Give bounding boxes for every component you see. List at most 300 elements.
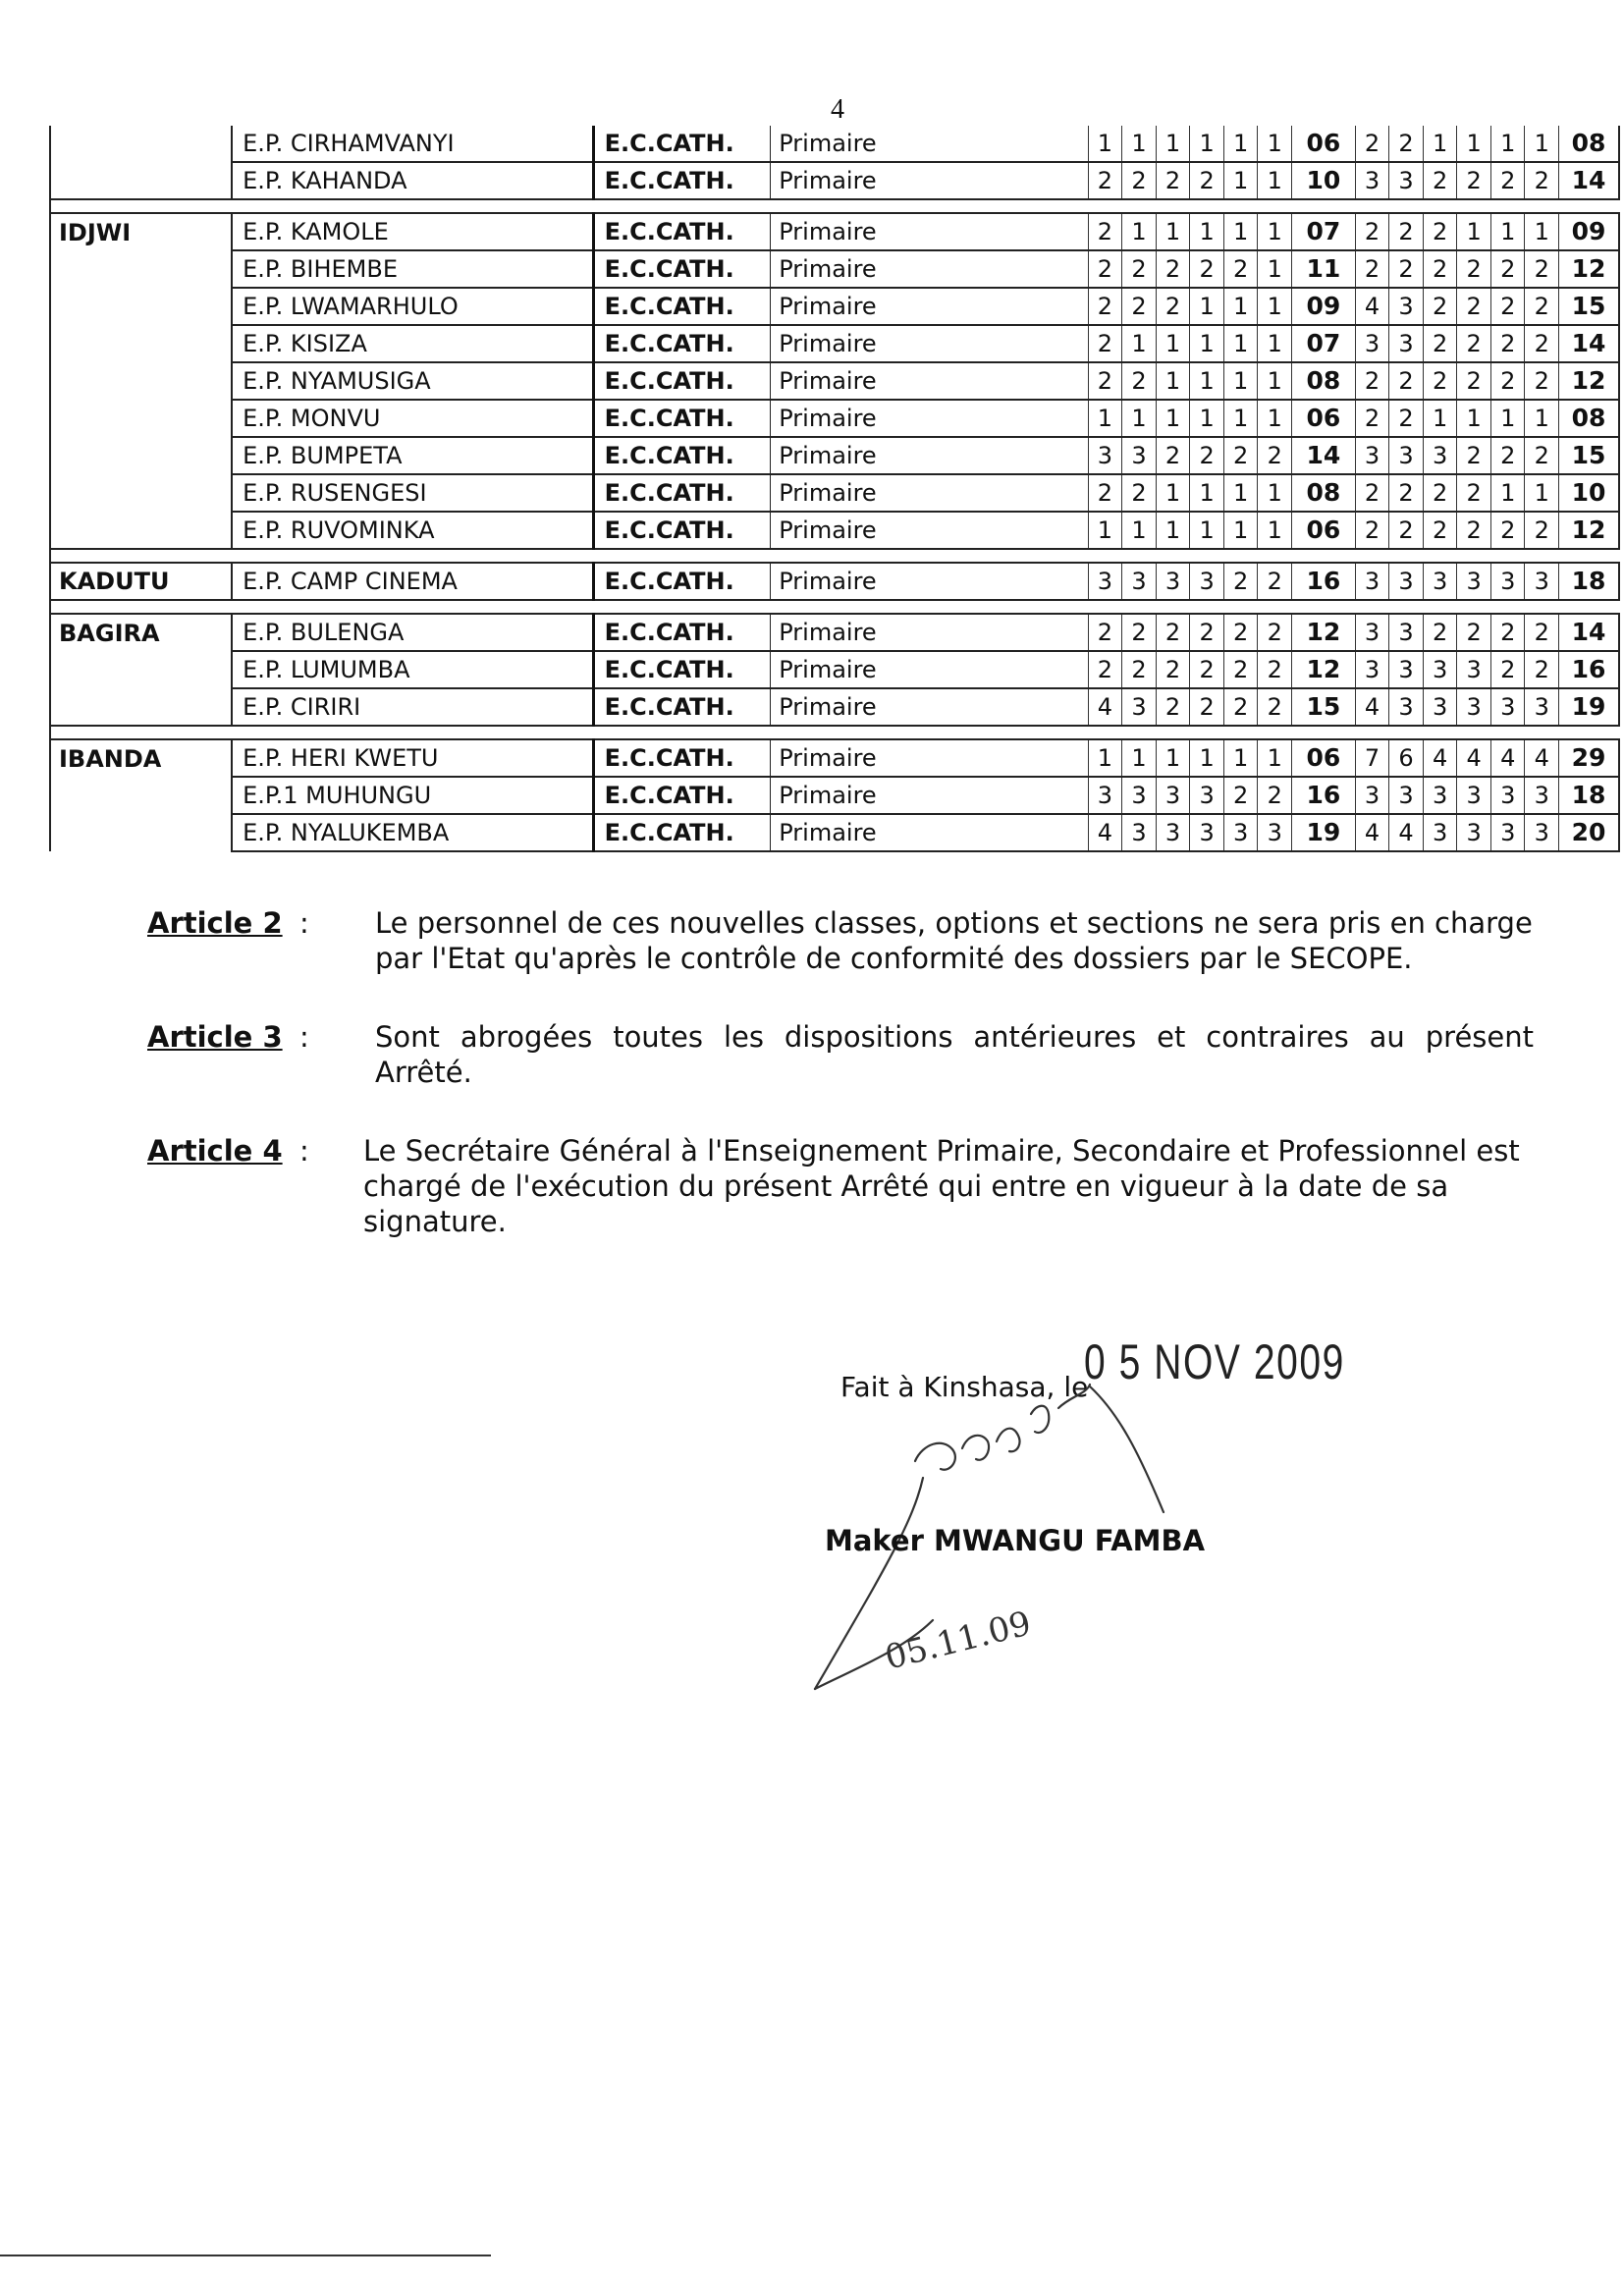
school-name: E.P. BIHEMBE [232,250,593,288]
count-cell: 2 [1258,437,1292,474]
count-cell: 3 [1088,777,1122,814]
count-cell: 1 [1122,512,1157,549]
count-cell: 2 [1122,614,1157,651]
gap-cell [954,614,1088,651]
spacer-cell [50,199,232,213]
spacer-cell [1457,549,1491,563]
count-cell: 2 [1190,688,1224,726]
stamp-date: 0 5 NOV 2009 [1084,1334,1345,1389]
count-cell: 1 [1258,739,1292,777]
count-cell: 1 [1223,126,1258,162]
count-cell: 2 [1490,325,1525,362]
article-4-colon: : [299,1134,309,1168]
count-cell: 1 [1457,400,1491,437]
count-cell: 4 [1457,739,1491,777]
spacer-cell [593,549,771,563]
count-cell: 2 [1088,288,1122,325]
school-name: E.P. CIRHAMVANYI [232,126,593,162]
table-row [50,362,1619,400]
count-cell: 1 [1156,400,1190,437]
table-row [50,563,1619,600]
total-cell: 15 [1559,288,1619,325]
spacer-cell [1525,199,1559,213]
network-cell: E.C.CATH. [593,688,771,726]
spacer-cell [1559,726,1619,739]
spacer-cell [1223,726,1258,739]
spacer-cell [1122,549,1157,563]
spacer-cell [1258,726,1292,739]
region-cell [50,126,232,162]
spacer-cell [771,199,954,213]
count-cell: 1 [1190,512,1224,549]
gap-cell [954,400,1088,437]
count-cell: 1 [1423,126,1457,162]
count-cell: 1 [1190,474,1224,512]
subtotal-cell: 14 [1292,437,1356,474]
count-cell: 1 [1223,162,1258,199]
count-cell: 2 [1525,162,1559,199]
count-cell: 4 [1389,814,1424,851]
level-cell: Primaire [771,325,954,362]
table-row [50,614,1619,651]
count-cell: 2 [1088,474,1122,512]
count-cell: 2 [1457,362,1491,400]
count-cell: 1 [1457,213,1491,250]
count-cell: 1 [1122,400,1157,437]
count-cell: 2 [1423,325,1457,362]
count-cell: 2 [1423,250,1457,288]
count-cell: 2 [1088,614,1122,651]
spacer-cell [954,600,1088,614]
count-cell: 1 [1156,739,1190,777]
count-cell: 2 [1088,362,1122,400]
count-cell: 1 [1223,512,1258,549]
network-cell: E.C.CATH. [593,126,771,162]
count-cell: 3 [1423,777,1457,814]
subtotal-cell: 06 [1292,512,1356,549]
count-cell: 2 [1190,162,1224,199]
gap-cell [954,512,1088,549]
count-cell: 1 [1156,126,1190,162]
spacer-cell [1423,199,1457,213]
article-4-label: Article 4 [147,1134,283,1168]
spacer-cell [954,726,1088,739]
group-spacer [50,549,1619,563]
level-cell: Primaire [771,563,954,600]
total-cell: 12 [1559,512,1619,549]
count-cell: 1 [1190,126,1224,162]
spacer-cell [1389,600,1424,614]
region-cell [50,512,232,549]
count-cell: 1 [1258,162,1292,199]
spacer-cell [50,726,232,739]
spacer-cell [1490,549,1525,563]
count-cell: 2 [1525,362,1559,400]
count-cell: 2 [1223,250,1258,288]
count-cell: 3 [1525,563,1559,600]
spacer-cell [1423,549,1457,563]
count-cell: 3 [1355,563,1389,600]
count-cell: 3 [1355,777,1389,814]
region-cell [50,288,232,325]
spacer-cell [1457,726,1491,739]
count-cell: 4 [1490,739,1525,777]
count-cell: 3 [1389,777,1424,814]
count-cell: 2 [1156,688,1190,726]
count-cell: 3 [1122,777,1157,814]
gap-cell [954,162,1088,199]
count-cell: 1 [1258,325,1292,362]
article-2-label: Article 2 [147,906,283,940]
network-cell: E.C.CATH. [593,250,771,288]
count-cell: 1 [1122,325,1157,362]
spacer-cell [1457,600,1491,614]
signatory-name: Maker MWANGU FAMBA [825,1524,1206,1557]
school-name: E.P. LUMUMBA [232,651,593,688]
count-cell: 2 [1490,437,1525,474]
count-cell: 1 [1258,250,1292,288]
table-row [50,688,1619,726]
total-cell: 19 [1559,688,1619,726]
region-cell: KADUTU [50,563,232,600]
spacer-cell [593,199,771,213]
level-cell: Primaire [771,651,954,688]
table-row [50,777,1619,814]
total-cell: 10 [1559,474,1619,512]
count-cell: 1 [1223,400,1258,437]
subtotal-cell: 09 [1292,288,1356,325]
table-row [50,474,1619,512]
gap-cell [954,474,1088,512]
total-cell: 18 [1559,563,1619,600]
count-cell: 3 [1122,563,1157,600]
count-cell: 1 [1190,739,1224,777]
count-cell: 2 [1156,288,1190,325]
spacer-cell [1088,726,1122,739]
count-cell: 2 [1389,362,1424,400]
count-cell: 2 [1525,512,1559,549]
count-cell: 3 [1122,814,1157,851]
count-cell: 2 [1190,614,1224,651]
gap-cell [954,563,1088,600]
table-row [50,288,1619,325]
count-cell: 2 [1355,250,1389,288]
network-cell: E.C.CATH. [593,739,771,777]
spacer-cell [1525,549,1559,563]
level-cell: Primaire [771,288,954,325]
region-cell [50,688,232,726]
count-cell: 1 [1490,474,1525,512]
spacer-cell [1292,549,1356,563]
count-cell: 1 [1457,126,1491,162]
count-cell: 2 [1156,162,1190,199]
count-cell: 3 [1423,651,1457,688]
total-cell: 08 [1559,400,1619,437]
article-3-colon: : [299,1020,309,1054]
count-cell: 3 [1355,325,1389,362]
count-cell: 2 [1423,614,1457,651]
spacer-cell [1423,600,1457,614]
count-cell: 3 [1190,777,1224,814]
school-name: E.P. KAHANDA [232,162,593,199]
level-cell: Primaire [771,474,954,512]
spacer-cell [1088,199,1122,213]
count-cell: 3 [1457,563,1491,600]
subtotal-cell: 06 [1292,400,1356,437]
gap-cell [954,362,1088,400]
count-cell: 3 [1156,563,1190,600]
school-name: E.P. KAMOLE [232,213,593,250]
count-cell: 2 [1423,474,1457,512]
count-cell: 3 [1355,651,1389,688]
count-cell: 1 [1223,288,1258,325]
subtotal-cell: 11 [1292,250,1356,288]
count-cell: 2 [1190,437,1224,474]
count-cell: 1 [1156,512,1190,549]
count-cell: 2 [1389,126,1424,162]
school-name: E.P. KISIZA [232,325,593,362]
count-cell: 2 [1389,213,1424,250]
count-cell: 2 [1258,614,1292,651]
count-cell: 1 [1190,400,1224,437]
count-cell: 3 [1389,437,1424,474]
spacer-cell [1223,199,1258,213]
article-2-colon: : [299,906,309,940]
count-cell: 3 [1490,563,1525,600]
article-4-text: Le Secrétaire Général à l'Enseignement Primaire, Secondaire et Professionnel est chargé de l'exécution du présent Arrêté qui entre en vigueur à la date de sa signature. [363,1134,1520,1238]
count-cell: 2 [1223,777,1258,814]
spacer-cell [1423,726,1457,739]
count-cell: 3 [1355,614,1389,651]
count-cell: 2 [1088,325,1122,362]
count-cell: 2 [1156,651,1190,688]
count-cell: 3 [1223,814,1258,851]
subtotal-cell: 06 [1292,739,1356,777]
spacer-cell [1559,600,1619,614]
count-cell: 3 [1122,688,1157,726]
network-cell: E.C.CATH. [593,288,771,325]
spacer-cell [1292,600,1356,614]
count-cell: 1 [1156,474,1190,512]
spacer-cell [1389,549,1424,563]
level-cell: Primaire [771,162,954,199]
total-cell: 18 [1559,777,1619,814]
count-cell: 1 [1223,362,1258,400]
level-cell: Primaire [771,362,954,400]
count-cell: 1 [1122,126,1157,162]
count-cell: 2 [1490,651,1525,688]
level-cell: Primaire [771,777,954,814]
count-cell: 3 [1389,288,1424,325]
total-cell: 29 [1559,739,1619,777]
count-cell: 3 [1490,777,1525,814]
region-cell: IBANDA [50,739,232,777]
table-row [50,512,1619,549]
spacer-cell [1559,549,1619,563]
count-cell: 2 [1457,437,1491,474]
count-cell: 1 [1190,288,1224,325]
spacer-cell [1490,726,1525,739]
table-row [50,437,1619,474]
count-cell: 2 [1156,614,1190,651]
group-spacer [50,726,1619,739]
network-cell: E.C.CATH. [593,213,771,250]
count-cell: 6 [1389,739,1424,777]
spacer-cell [232,726,593,739]
spacer-cell [1122,726,1157,739]
level-cell: Primaire [771,213,954,250]
level-cell: Primaire [771,126,954,162]
count-cell: 3 [1457,688,1491,726]
network-cell: E.C.CATH. [593,474,771,512]
total-cell: 20 [1559,814,1619,851]
spacer-cell [954,549,1088,563]
count-cell: 2 [1223,437,1258,474]
spacer-cell [593,600,771,614]
count-cell: 2 [1525,437,1559,474]
region-cell [50,777,232,814]
total-cell: 14 [1559,614,1619,651]
total-cell: 09 [1559,213,1619,250]
subtotal-cell: 19 [1292,814,1356,851]
count-cell: 3 [1355,162,1389,199]
count-cell: 2 [1490,614,1525,651]
school-name: E.P. MONVU [232,400,593,437]
count-cell: 3 [1389,325,1424,362]
count-cell: 2 [1223,651,1258,688]
count-cell: 3 [1423,563,1457,600]
count-cell: 4 [1355,814,1389,851]
region-cell [50,437,232,474]
school-name: E.P. RUSENGESI [232,474,593,512]
network-cell: E.C.CATH. [593,400,771,437]
spacer-cell [771,600,954,614]
footer-rule [0,2255,491,2256]
count-cell: 3 [1258,814,1292,851]
count-cell: 2 [1389,250,1424,288]
subtotal-cell: 07 [1292,325,1356,362]
count-cell: 2 [1088,250,1122,288]
count-cell: 2 [1223,688,1258,726]
subtotal-cell: 12 [1292,614,1356,651]
school-name: E.P. HERI KWETU [232,739,593,777]
school-name: E.P. CIRIRI [232,688,593,726]
article-3-label: Article 3 [147,1020,283,1054]
spacer-cell [1389,726,1424,739]
network-cell: E.C.CATH. [593,814,771,851]
gap-cell [954,126,1088,162]
count-cell: 2 [1490,162,1525,199]
count-cell: 2 [1258,688,1292,726]
count-cell: 4 [1088,814,1122,851]
network-cell: E.C.CATH. [593,614,771,651]
gap-cell [954,437,1088,474]
count-cell: 3 [1088,563,1122,600]
count-cell: 2 [1088,213,1122,250]
spacer-cell [1190,549,1224,563]
spacer-cell [1559,199,1619,213]
count-cell: 3 [1525,777,1559,814]
gap-cell [954,213,1088,250]
count-cell: 2 [1457,325,1491,362]
article-3-text: Sont abrogées toutes les dispositions antérieures et contraires au présent Arrêté. [375,1020,1534,1089]
network-cell: E.C.CATH. [593,325,771,362]
count-cell: 1 [1490,213,1525,250]
gap-cell [954,651,1088,688]
count-cell: 4 [1355,288,1389,325]
count-cell: 1 [1258,288,1292,325]
count-cell: 1 [1258,362,1292,400]
count-cell: 1 [1525,474,1559,512]
spacer-cell [1122,199,1157,213]
table-row [50,213,1619,250]
spacer-cell [50,600,232,614]
level-cell: Primaire [771,688,954,726]
school-name: E.P. NYAMUSIGA [232,362,593,400]
count-cell: 1 [1190,362,1224,400]
page-number: 4 [831,94,844,125]
gap-cell [954,739,1088,777]
count-cell: 1 [1122,739,1157,777]
count-cell: 2 [1525,288,1559,325]
count-cell: 1 [1258,213,1292,250]
spacer-cell [232,199,593,213]
count-cell: 2 [1423,213,1457,250]
subtotal-cell: 16 [1292,777,1356,814]
count-cell: 1 [1525,400,1559,437]
count-cell: 3 [1389,614,1424,651]
school-name: E.P. BUMPETA [232,437,593,474]
subtotal-cell: 08 [1292,474,1356,512]
count-cell: 2 [1122,250,1157,288]
total-cell: 14 [1559,162,1619,199]
count-cell: 2 [1258,651,1292,688]
count-cell: 2 [1355,213,1389,250]
count-cell: 3 [1088,437,1122,474]
count-cell: 1 [1258,126,1292,162]
count-cell: 2 [1156,437,1190,474]
total-cell: 15 [1559,437,1619,474]
count-cell: 2 [1457,474,1491,512]
level-cell: Primaire [771,614,954,651]
table-row [50,400,1619,437]
count-cell: 2 [1490,512,1525,549]
school-name: E.P. RUVOMINKA [232,512,593,549]
count-cell: 1 [1088,400,1122,437]
region-cell: IDJWI [50,213,232,250]
count-cell: 2 [1355,126,1389,162]
region-cell [50,814,232,851]
level-cell: Primaire [771,814,954,851]
gap-cell [954,288,1088,325]
count-cell: 2 [1525,250,1559,288]
spacer-cell [1490,199,1525,213]
count-cell: 2 [1122,474,1157,512]
spacer-cell [1223,600,1258,614]
school-name: E.P. BULENGA [232,614,593,651]
spacer-cell [1292,199,1356,213]
region-cell: BAGIRA [50,614,232,651]
region-cell [50,250,232,288]
total-cell: 08 [1559,126,1619,162]
count-cell: 2 [1355,474,1389,512]
article-2-text: Le personnel de ces nouvelles classes, options et sections ne sera pris en charge par l'Etat qu'après le contrôle de conformité des dossiers par le SECOPE. [375,906,1533,975]
count-cell: 4 [1088,688,1122,726]
count-cell: 4 [1355,688,1389,726]
count-cell: 2 [1088,651,1122,688]
count-cell: 2 [1490,250,1525,288]
region-cell [50,400,232,437]
